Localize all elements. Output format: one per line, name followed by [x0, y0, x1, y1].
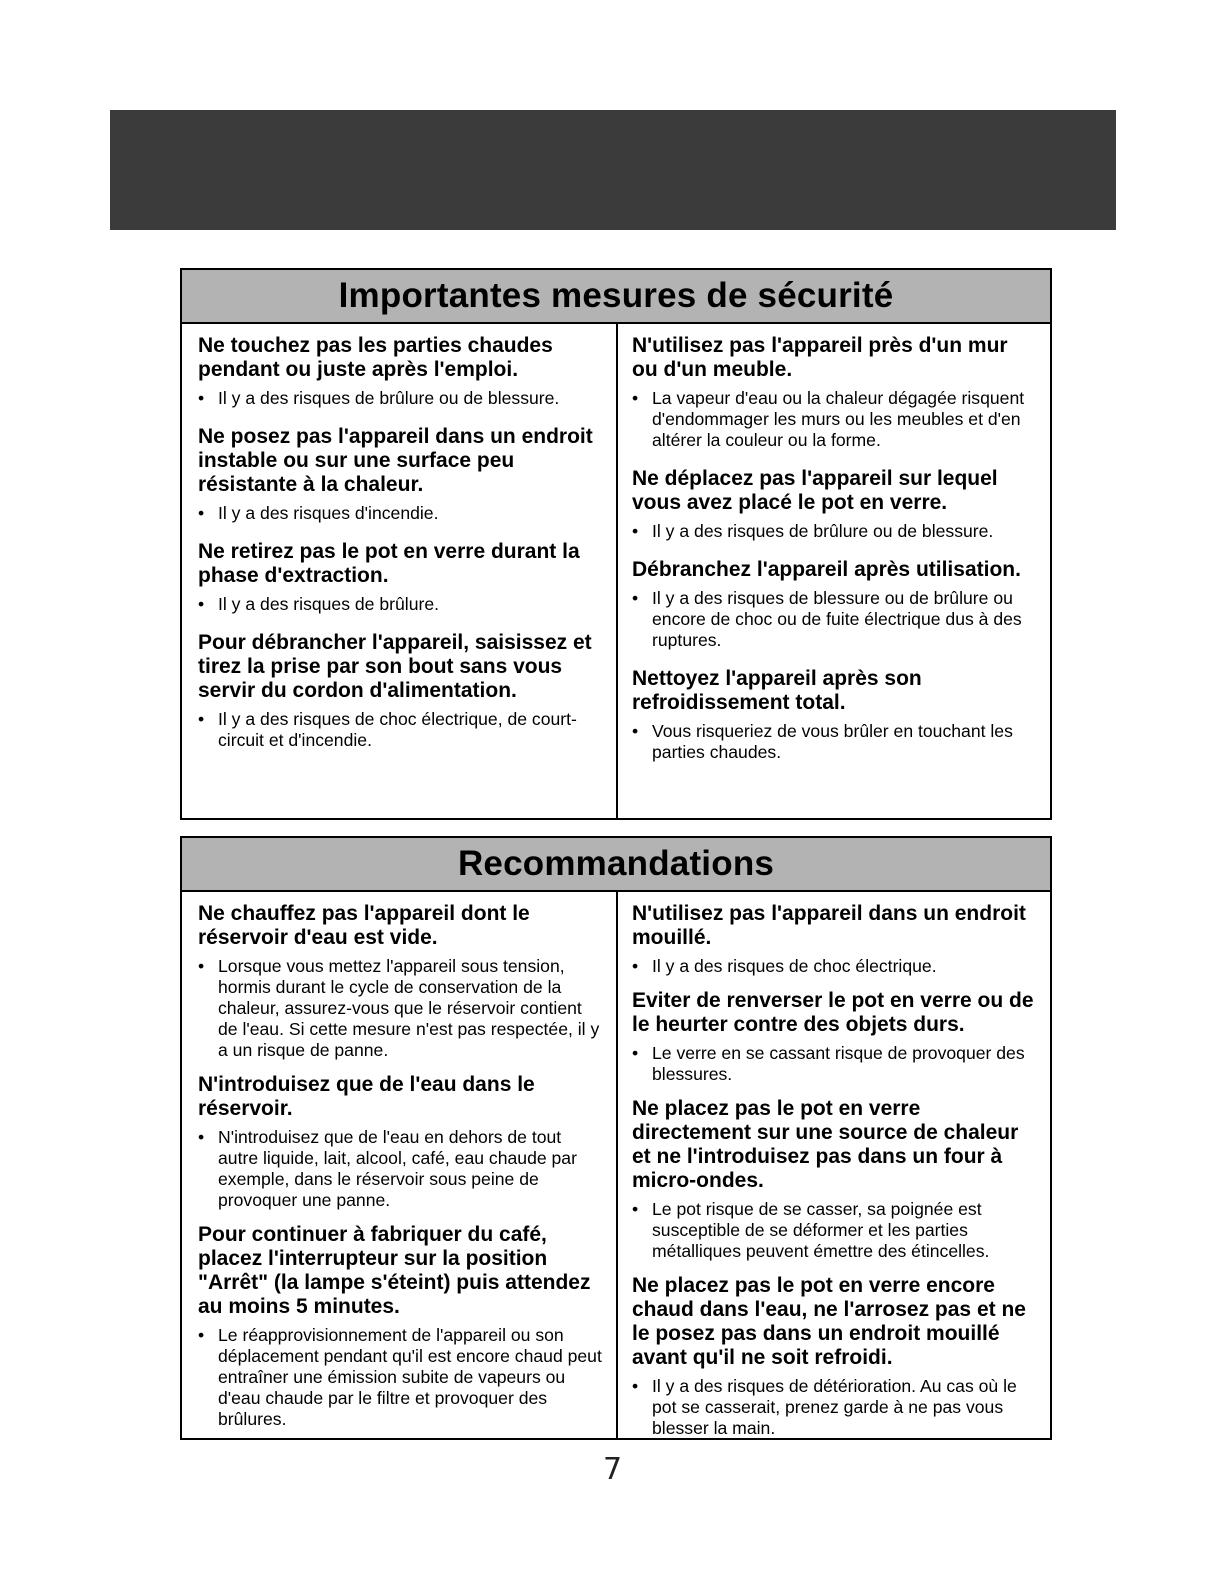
item-heading: Ne touchez pas les parties chaudes pendant ou juste après l'emploi.	[198, 334, 553, 381]
bullet-icon: •	[198, 1325, 205, 1345]
item-text: Il y a des risques de brûlure.	[218, 594, 440, 614]
bullet-icon: •	[632, 956, 639, 976]
safety-item	[632, 558, 1036, 651]
safety-title: Importantes mesures de sécurité	[182, 270, 1050, 324]
item-text: Lorsque vous mettez l'appareil sous tension, hormis durant le cycle de conservation de la chaleur, assurez-vous que le réservoir contient de l'eau. Si cette mesure n'est pas respectée, il y a un risque de panne.	[218, 956, 600, 1060]
top-banner	[110, 110, 1116, 230]
safety-item	[632, 334, 1036, 451]
bullet-icon: •	[632, 388, 639, 408]
item-heading: Ne déplacez pas l'appareil sur lequel vous avez placé le pot en verre.	[632, 467, 998, 514]
recommendation-item	[632, 1274, 1036, 1439]
item-text: Le réapprovisionnement de l'appareil ou son déplacement pendant qu'il est encore chaud peut entraîner une émission subite de vapeurs ou d'eau chaude par le filtre et provoquer des brûlures.	[218, 1325, 602, 1429]
item-heading: Nettoyez l'appareil après son refroidissement total.	[632, 667, 922, 714]
item-heading: N'introduisez que de l'eau dans le réservoir.	[198, 1073, 535, 1120]
item-heading: Ne retirez pas le pot en verre durant la phase d'extraction.	[198, 540, 580, 587]
recommendations-section	[180, 836, 1052, 1440]
safety-item	[198, 425, 602, 524]
item-heading: Débranchez l'appareil après utilisation.	[632, 558, 1021, 581]
safety-right-column	[618, 324, 1050, 818]
recommendation-item	[198, 1223, 602, 1430]
item-heading: N'utilisez pas l'appareil dans un endroit mouillé.	[632, 902, 1026, 949]
item-text: Il y a des risques de choc électrique.	[652, 956, 937, 976]
item-heading: N'utilisez pas l'appareil près d'un mur ou d'un meuble.	[632, 334, 1008, 381]
item-text: Vous risqueriez de vous brûler en touchant les parties chaudes.	[652, 721, 1013, 762]
safety-section	[180, 268, 1052, 820]
safety-item	[632, 667, 1036, 763]
recommendations-right-column	[618, 892, 1050, 1438]
bullet-icon: •	[198, 503, 205, 523]
item-text: Il y a des risques d'incendie.	[218, 503, 439, 523]
item-heading: Ne placez pas le pot en verre encore chaud dans l'eau, ne l'arrosez pas et ne le posez pas dans un endroit mouillé avant qu'il ne soit refroidi.	[632, 1274, 1026, 1369]
bullet-icon: •	[632, 721, 639, 741]
bullet-icon: •	[632, 1043, 639, 1063]
bullet-icon: •	[632, 1199, 639, 1219]
recommendation-item	[198, 902, 602, 1061]
item-text: Il y a des risques de brûlure ou de blessure.	[218, 388, 560, 408]
recommendations-left-column	[182, 892, 618, 1438]
recommendations-title: Recommandations	[182, 838, 1050, 892]
recommendation-item	[632, 989, 1036, 1085]
item-heading: Pour continuer à fabriquer du café, placez l'interrupteur sur la position "Arrêt" (la lampe s'éteint) puis attendez au moins 5 minutes.	[198, 1223, 591, 1318]
recommendation-item	[632, 1097, 1036, 1262]
bullet-icon: •	[632, 521, 639, 541]
safety-item	[198, 631, 602, 751]
bullet-icon: •	[198, 388, 205, 408]
recommendation-item	[198, 1073, 602, 1211]
bullet-icon: •	[632, 588, 639, 608]
item-text: La vapeur d'eau ou la chaleur dégagée risquent d'endommager les murs ou les meubles et d'en altérer la couleur ou la forme.	[652, 388, 1025, 450]
item-text: Il y a des risques de brûlure ou de blessure.	[652, 521, 994, 541]
item-heading: Ne posez pas l'appareil dans un endroit instable ou sur une surface peu résistante à la chaleur.	[198, 425, 593, 496]
item-text: Il y a des risques de blessure ou de brûlure ou encore de choc ou de fuite électrique dus à des ruptures.	[652, 588, 1022, 650]
item-heading: Pour débrancher l'appareil, saisissez et tirez la prise par son bout sans vous servir du cordon d'alimentation.	[198, 631, 592, 702]
page-number: 7	[602, 1452, 623, 1487]
bullet-icon: •	[198, 956, 205, 976]
item-heading: Eviter de renverser le pot en verre ou de le heurter contre des objets durs.	[632, 989, 1034, 1036]
recommendation-item	[632, 902, 1036, 977]
item-text: Il y a des risques de choc électrique, de court-circuit et d'incendie.	[218, 709, 577, 750]
safety-item	[198, 540, 602, 615]
item-text: N'introduisez que de l'eau en dehors de tout autre liquide, lait, alcool, café, eau chaude par exemple, dans le réservoir sous peine de provoquer une panne.	[218, 1127, 577, 1210]
bullet-icon: •	[632, 1376, 639, 1396]
safety-item	[198, 334, 602, 409]
item-text: Il y a des risques de détérioration. Au cas où le pot se casserait, prenez garde à ne pas vous blesser la main.	[652, 1376, 1017, 1438]
item-text: Le pot risque de se casser, sa poignée est susceptible de se déformer et les parties métalliques peuvent émettre des étincelles.	[652, 1199, 990, 1261]
bullet-icon: •	[198, 594, 205, 614]
bullet-icon: •	[198, 1127, 205, 1147]
item-heading: Ne placez pas le pot en verre directement sur une source de chaleur et ne l'introduisez pas dans un four à micro-ondes.	[632, 1097, 1019, 1192]
safety-item	[632, 467, 1036, 542]
safety-left-column	[182, 324, 618, 818]
item-text: Le verre en se cassant risque de provoquer des blessures.	[652, 1043, 1025, 1084]
bullet-icon: •	[198, 709, 205, 729]
item-heading: Ne chauffez pas l'appareil dont le réservoir d'eau est vide.	[198, 902, 530, 949]
